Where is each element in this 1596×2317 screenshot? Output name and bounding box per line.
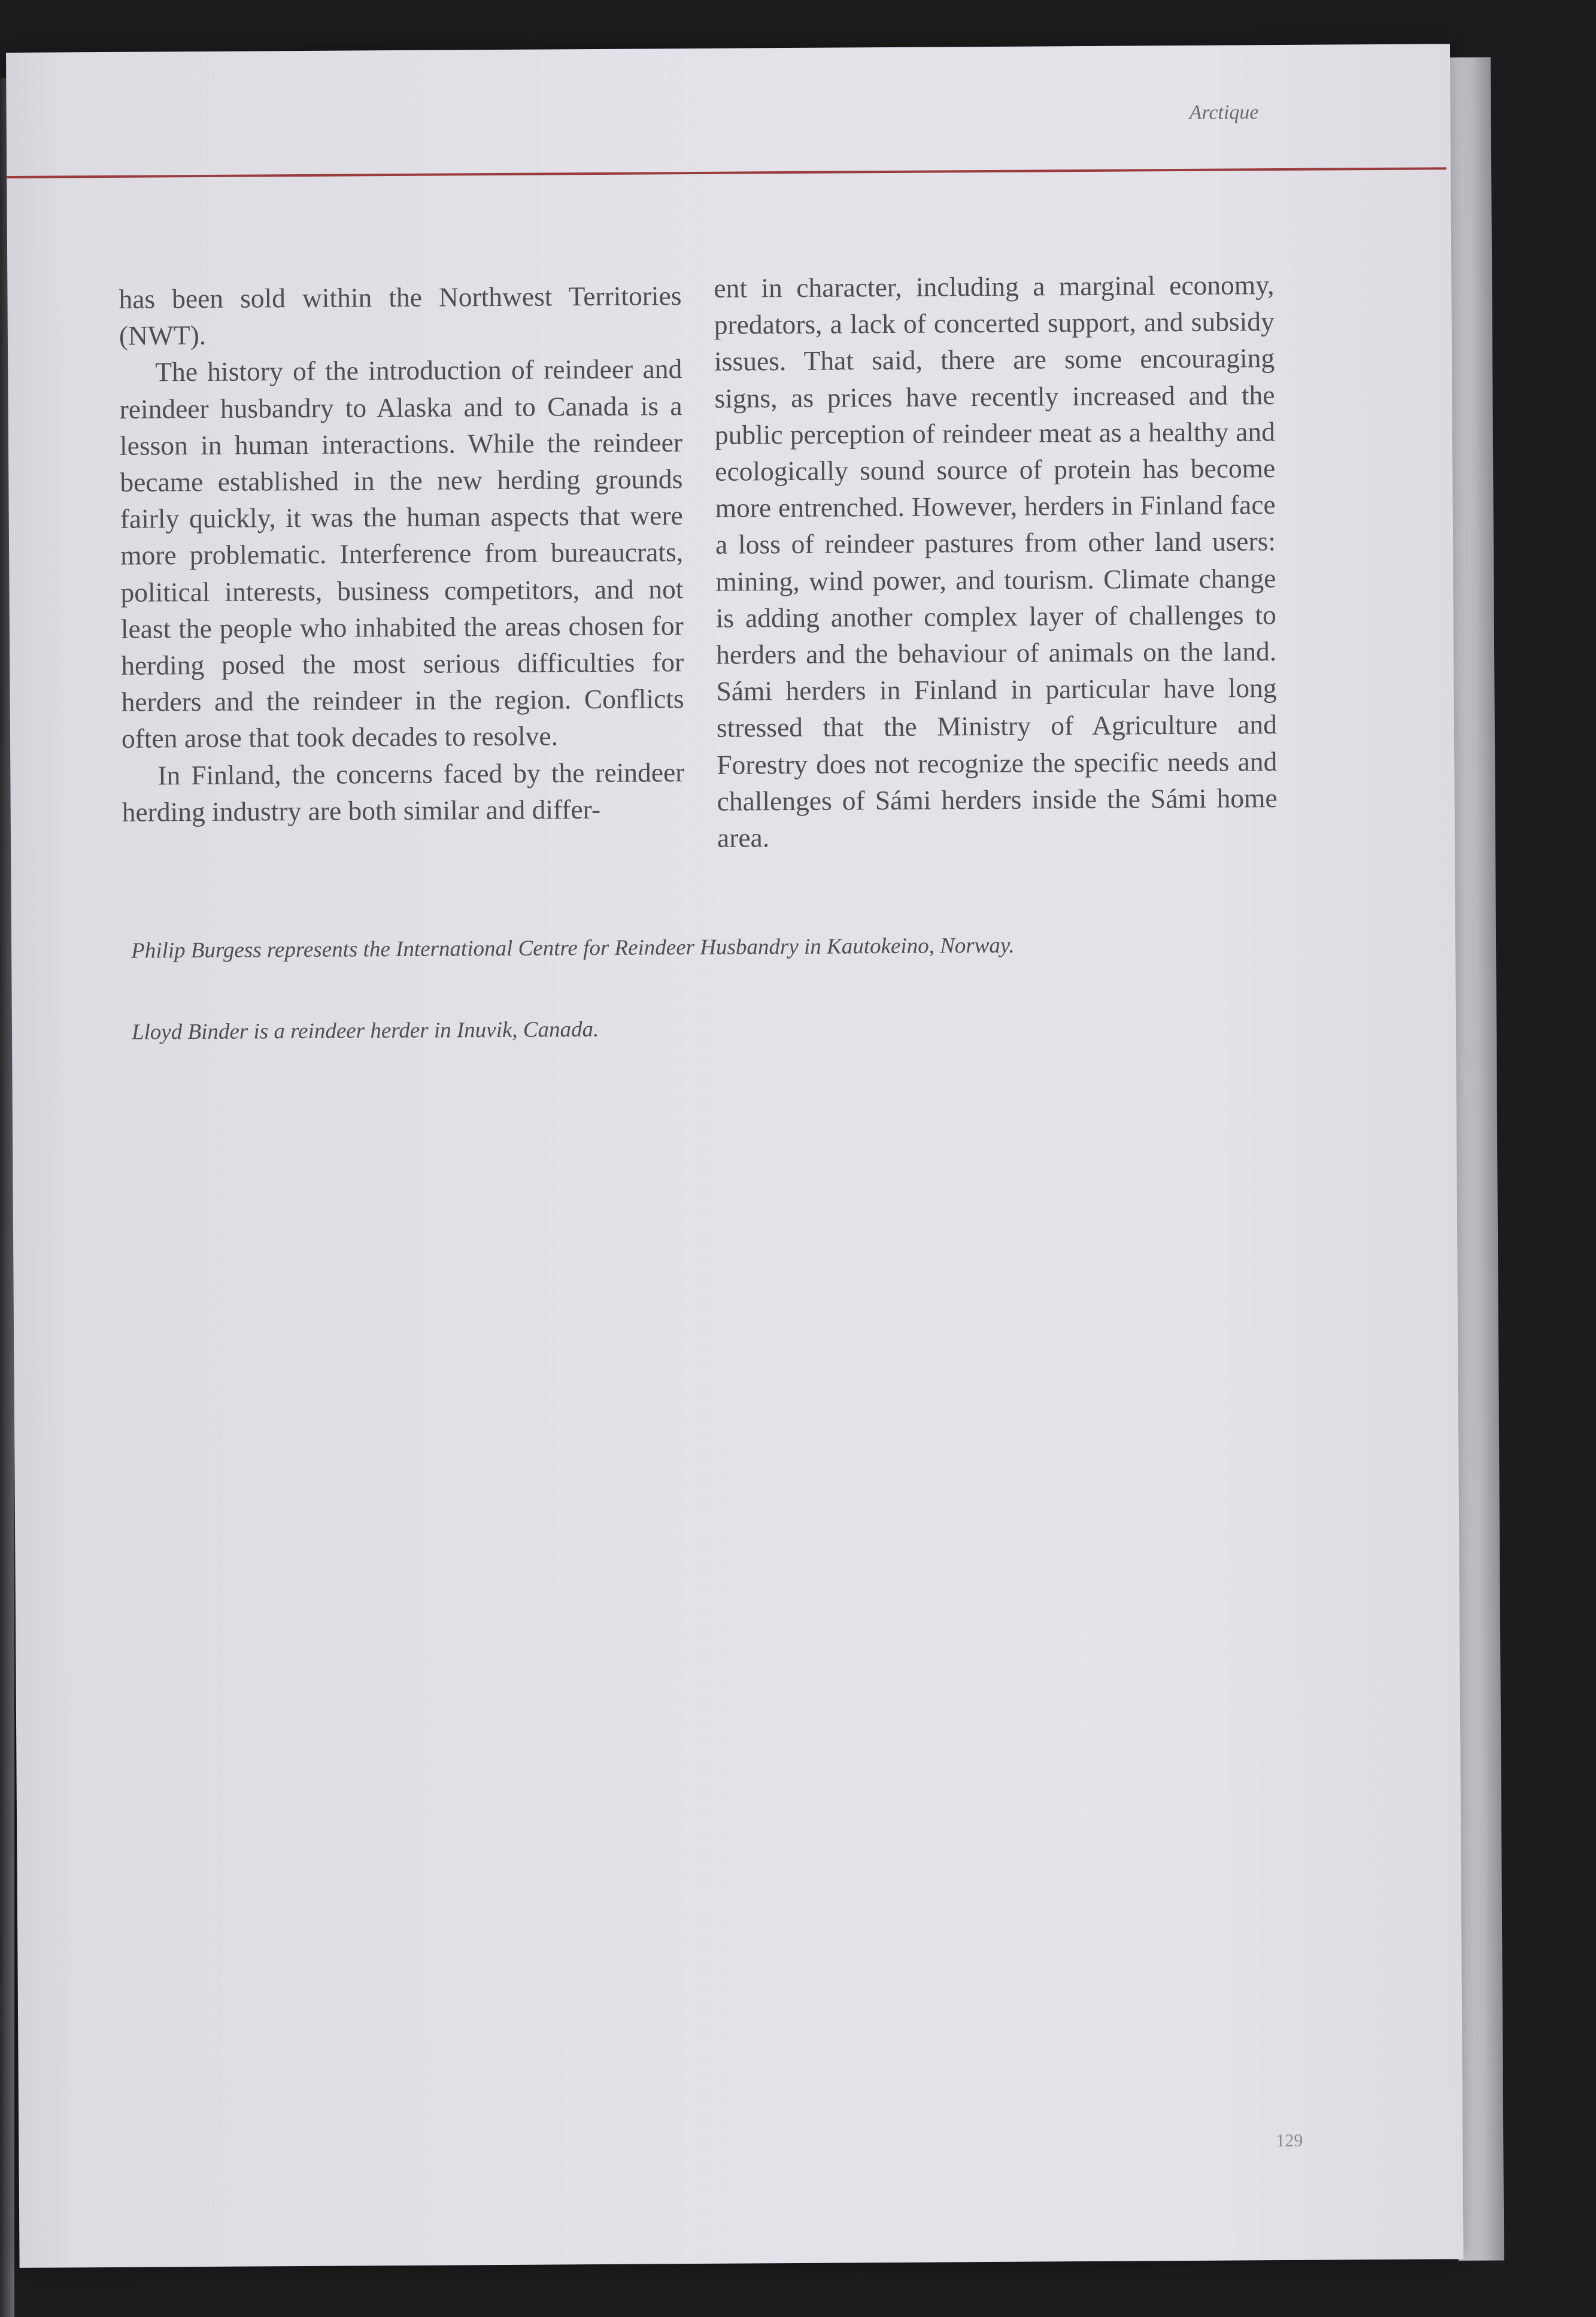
paragraph: The history of the introduction of reindeer and reindeer husbandry to Alaska and to Canada is a lesson in human interactions. While the reindeer became established in the new herding grounds fairly quickly, it was the human aspects that were more problematic. Interference from bureaucrats, political interests, business competitors, and not least the people who inhabited the areas chosen for herding posed the most serious difficulties for herders and the reindeer in the region. Conflicts often arose that took decades to resolve. bbox=[119, 353, 684, 754]
page-number: 129 bbox=[1276, 2130, 1303, 2151]
header-rule bbox=[7, 167, 1446, 178]
paragraph: ent in character, including a marginal economy, predators, a lack of concerted support, and subsidy issues. That said, there are some encouraging signs, as prices have recently increased and the public perception of reindeer meat as a healthy and ecologically sound source of protein has become more entrenched. However, herders in Finland face a loss of reindeer pastures from other land users: mining, wind power, and tourism. Climate change is adding another complex layer of challenges to herders and the behaviour of animals on the land. Sámi herders in Finland in particular have long stressed that the Ministry of Agriculture and Forestry does not recognize the specific needs and challenges of Sámi herders inside the Sámi home area. bbox=[714, 269, 1278, 853]
right-column bbox=[714, 266, 1278, 856]
author-bio: Lloyd Binder is a reindeer herder in Inuvik, Canada. bbox=[131, 1017, 599, 1045]
book-page bbox=[6, 44, 1464, 2268]
running-head: Arctique bbox=[1189, 101, 1259, 124]
author-bio: Philip Burgess represents the International Centre for Reindeer Husbandry in Kautokeino, Norway. bbox=[131, 933, 1015, 963]
paragraph: has been sold within the Northwest Territories (NWT). bbox=[119, 280, 682, 351]
left-column bbox=[119, 277, 685, 830]
paragraph: In Finland, the concerns faced by the reindeer herding industry are both similar and differ- bbox=[122, 756, 685, 827]
